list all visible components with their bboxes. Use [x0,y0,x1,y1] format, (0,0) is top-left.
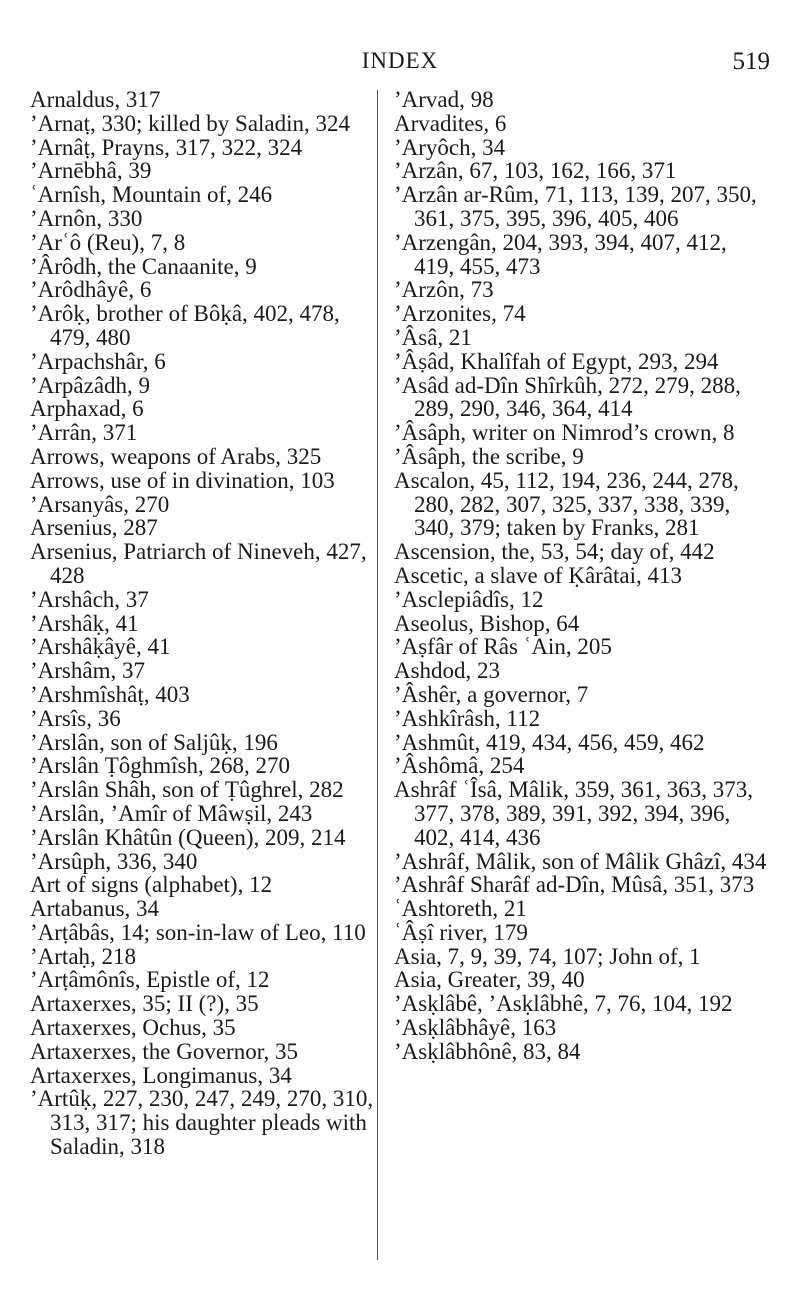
index-entry: ’Ashmût, 419, 434, 456, 459, 462 [394,729,705,755]
index-entry: ’Âshêr, a governor, 7 [394,681,589,707]
index-entry: ’Arôḳ, brother of Bôḳâ, 402, 478, 479, 480 [30,301,340,350]
index-entry: ’Arzonites, 74 [394,301,526,327]
index-entry: ʿÂṣî river, 179 [394,919,528,945]
index-entry: Arsenius, 287 [30,515,158,541]
index-entry: ’Arʿô (Reu), 7, 8 [30,229,186,255]
index-entry: Artaxerxes, Longimanus, 34 [30,1062,292,1088]
index-entry: Artaxerxes, 35; II (?), 35 [30,991,259,1017]
index-entry: ’Asḳlâbhâyê, 163 [394,1015,557,1041]
index-entry: Ascetic, a slave of Ḳârâtai, 413 [394,562,683,588]
index-entry: ’Ashkîrâsh, 112 [394,705,541,731]
index-entry: Arrows, weapons of Arabs, 325 [30,443,322,469]
index-entry: ’Arsîs, 36 [30,705,121,731]
index-entry: ’Asḳlâbhônê, 83, 84 [394,1038,581,1064]
index-entry: ’Aṣfâr of Râs ʿAin, 205 [394,634,612,660]
index-entry: Ascalon, 45, 112, 194, 236, 244, 278, 280, 282, 307, 325, 337, 338, 339, 340, 379; taken by Franks, 281 [394,467,739,541]
index-entry: Artaxerxes, the Governor, 35 [30,1038,298,1064]
index-entry: ’Aryôch, 34 [394,134,506,160]
index-entry: Arphaxad, 6 [30,396,144,422]
column-divider [377,90,378,1260]
index-entry: ’Arslân, ’Amîr of Mâwṣil, 243 [30,800,313,826]
index-entry: Asia, 7, 9, 39, 74, 107; John of, 1 [394,943,701,969]
index-entry: ’Arôdhâyê, 6 [30,277,152,303]
index-entry: ’Ashrâf Sharâf ad-Dîn, Mûsâ, 351, 373 [394,872,755,898]
index-entry: ’Âsâph, writer on Nimrod’s crown, 8 [394,420,735,446]
index-entry: ’Arnēbhâ, 39 [30,158,152,184]
index-entry: ’Artaḥ, 218 [30,943,137,969]
index-entry: ’Arpâzâdh, 9 [30,372,151,398]
index-entry: ’Arnâṭ, Prayns, 317, 322, 324 [30,134,303,160]
index-entry: ’Arzân, 67, 103, 162, 166, 371 [394,158,677,184]
index-entry: Ashdod, 23 [394,658,501,684]
index-entry: Arrows, use of in divination, 103 [30,467,335,493]
index-entry: Arsenius, Patriarch of Nineveh, 427, 428 [30,539,367,588]
index-column-right [394,88,769,1064]
index-entry: ʿArnîsh, Mountain of, 246 [30,182,273,208]
index-entry: ’Arslân Ṭôghmîsh, 268, 270 [30,753,291,779]
index-entry: Ashrâf ʿÎsâ, Mâlik, 359, 361, 363, 373, 377, 378, 389, 391, 392, 394, 396, 402, 414, 436 [394,777,754,850]
page-title: INDEX [361,48,439,73]
index-entry: ’Asḳlâbê, ’Asḳlâbhê, 7, 76, 104, 192 [394,991,733,1017]
index-entry: ’Arrân, 371 [30,420,138,446]
index-entry: ’Arzân ar-Rûm, 71, 113, 139, 207, 350, 361, 375, 395, 396, 405, 406 [394,182,757,231]
index-entry: ’Arṭâmônîs, Epistle of, 12 [30,967,270,993]
index-entry: Artaxerxes, Ochus, 35 [30,1015,236,1041]
page-number: 519 [732,48,770,75]
index-entry: ’Arnôn, 330 [30,205,143,231]
index-entry: Ascension, the, 53, 54; day of, 442 [394,539,715,565]
index-entry: ’Arshâch, 37 [30,586,149,612]
index-entry: Arvadites, 6 [394,110,507,136]
index-entry: ’Arzengân, 204, 393, 394, 407, 412, 419, 455, 473 [394,229,727,279]
index-entry: ’Arslân Khâtûn (Queen), 209, 214 [30,824,346,850]
index-entry: ’Âsâph, the scribe, 9 [394,443,584,469]
index-entry: ’Arslân Shâh, son of Ṭûghrel, 282 [30,777,344,803]
index-entry: ’Arvad, 98 [394,87,494,112]
index-entry: ’Asâd ad-Dîn Shîrkûh, 272, 279, 288, 289, 290, 346, 364, 414 [394,372,741,422]
index-entry: ’Âshômâ, 254 [394,753,525,779]
index-entry: ’Artûḳ, 227, 230, 247, 249, 270, 310, 313, 317; his daughter pleads with Saladin, 318 [30,1086,374,1160]
page-header [30,48,770,88]
index-entry: ’Arshâm, 37 [30,658,145,684]
index-entry: ’Ashrâf, Mâlik, son of Mâlik Ghâzî, 434 [394,848,767,874]
index-entry: ’Arshmîshâṭ, 403 [30,681,190,707]
index-entry: ’Arnaṭ, 330; killed by Saladin, 324 [30,110,351,136]
index-column-left [30,88,374,1159]
index-entry: ’Asclepiâdîs, 12 [394,586,544,612]
index-entry: ’Arpachshâr, 6 [30,348,166,374]
index-entry: Art of signs (alphabet), 12 [30,872,273,898]
index-entry: Asia, Greater, 39, 40 [394,967,585,993]
index-entry: ’Arzôn, 73 [394,277,494,303]
index-entry: ’Arshâḳâyê, 41 [30,634,171,660]
index-entry: ’Arṭâbâs, 14; son-in-law of Leo, 110 [30,919,366,945]
index-entry: Artabanus, 34 [30,896,160,922]
index-entry: Arnaldus, 317 [30,87,161,112]
index-entry: ’Arshâḳ, 41 [30,610,139,636]
index-entry: ’Ârôdh, the Canaanite, 9 [30,253,257,279]
index-entry: ’Âṣâd, Khalîfah of Egypt, 293, 294 [394,348,719,374]
index-entry: ’Arsanyâs, 270 [30,491,170,517]
index-entry: ʿAshtoreth, 21 [394,896,527,922]
index-entry: ’Arslân, son of Saljûḳ, 196 [30,729,278,755]
index-entry: Aseolus, Bishop, 64 [394,610,580,636]
index-entry: ’Âsâ, 21 [394,324,472,350]
index-entry: ’Arsûph, 336, 340 [30,848,198,874]
